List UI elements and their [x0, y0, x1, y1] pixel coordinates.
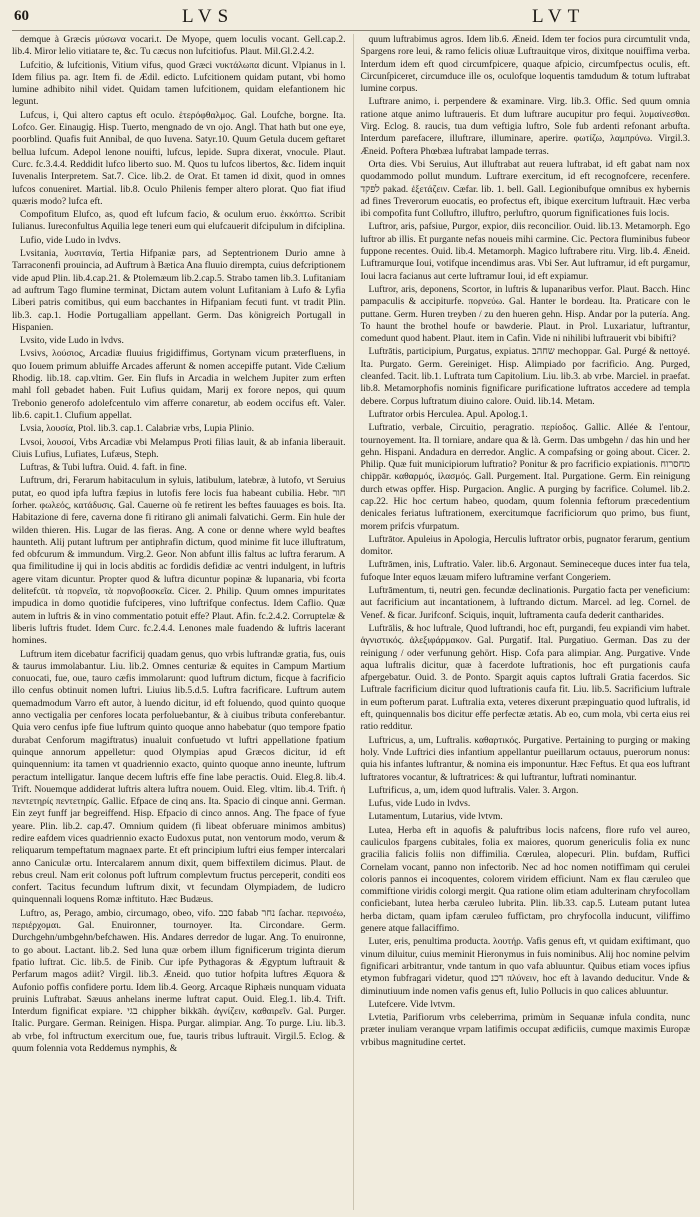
dictionary-entry: Lufus, vide Ludo in lvdvs. [368, 798, 471, 810]
dictionary-entry: Luftrāmen, inis, Luftratio. Valer. lib.6. Argonaut. Semineceque duces inter fua tela, fufoque Inter equos læuam mifero luftramine verfant Congeriem. [360, 559, 690, 583]
dictionary-entry: Luftricus, a, um, Luftralis. καθαρτικός. Purgative. Pertaining to purging or making holy. Vnde Luftrici dies infantium appellantur pueillarum octauus, puerorum nonus: quia his infantes luftrantur, & nomina eis imponuntur. Hæc Feftus. Et qua eos luftrant luftratores vocantur, & luftratrices: & qui luftrantur, luftrati nominantur. [360, 734, 690, 783]
dictionary-entry: Luftror, aris, deponens, Scortor, in luftris & lupanaribus verfor. Plaut. Bacch. Hinc pampaculis & accipiturfe. πορνεύω. Gal. Hanter le bordeau. Ita. Praticare con le puttane. Germ. Huren treyben / zu den hueren gehn. Hisp. Andar por la putería. Ang. To haunt the brothel houfe or bawderie. Plaut. in Prol. Luxariatur, luftrantur, comedunt quod habent. Plaut. item in Cafin. Vide ni nihilibi luftrauerit vbi bibifti? [360, 283, 690, 345]
text-columns [12, 34, 690, 1210]
dictionary-entry: Lutea, Herba eft in aquofis & paluftribus locis nafcens, flore rufo vel aureo, cauliculos fpargens cubitales, folia ex maiores, quorum genericulis folia ex nunc gracilia falicis foliis non diffimilia. Cœrulea, alopecuri. Plin. bufdam, Ruffici Cornelam vocant, panno non infectorib. Nec ad hoc nomen notiffimam qui cerulei coloris pannos ei incoquentes, colorem viridem efficiunt. Nam ex flau cæruleo que commiftione viridis colorgi mergit. Qua ratione olim etiam adulterinam chryfocollam conficiebant, lutea herba cæruleo lubrita. Plin. lib.33. cap.5. Luteam putant lutea herba dictam, quam ipfam cæruleo fuffictam, pro chryfocolla inducunt, viliffimo genere atque fallaciffimo. [360, 824, 690, 935]
dictionary-entry: Luftras, & Tubi luftra. Ouid. 4. faft. in fine. [20, 462, 187, 474]
dictionary-entry: Luftro, as, Perago, ambio, circumago, obeo, vifo. סבב fabab נחר ſachar. περινοέω, περιέρχομαι. Gal. Enuironner, tournoyer. Ita. Circondare. Germ. Durchgehn/umbgehn/befchawen. His. Andares derredor de lugar. Ang. To enuironne, to go about. Lactant. lib.2. Sed luna quæ orbem illum fignificerum triginta dierum fpatio luftrat. Cic. lib.5. de Finib. Cur ipfe Pythagoras & Ægyptum luftrauit & Perfarum magos adiit? Virgil. lib.3. Æneid. quo tutior hofpita luftres Æquora & Aufonio poffis confidere portu. Idem lib.4. Georg. Arcaque Riphæis nunquam viduata pruinis Luftrabat. Sæuus anhelans inerme luftrat caput. Ouid. Eleg.1. lib.4. Trift. Interdum fignificat expiare. בגי chippher bikkāh. ἀγνίζειν, καθαιρεῖν. Gal. Purger. Italic. Purgare. German. Reinigen. Hispa. Purgar. alimpiar. Ang. To purge. Liu. lib.3. ab vrbe, fol inftructum exercitum oue, fue, tauris tribus luftrauit. Virgil.5. Eclog. & quum folennia vota Reddemus nymphis, & [12, 907, 346, 1055]
left-column [12, 34, 345, 1210]
dictionary-entry: Luter, eris, penultima producta. λουτήρ. Vafis genus eft, vt quidam exiftimant, quo vinum diluitur, cuius meminit Hieronymus in fuis nominibus. Alij hoc nomine pelvim fignificari arbitrantur, vnde tantum in quo vafa abluuntur. Quibus etiam voces ipfius etymon fubfragari videtur, quod דכנ πλύνειν, hoc eft à lavando deducitur. Vnde & diminutiuum inde nomen vafis genus eft, Iulio Pollucis in quo calices abluuntur. [360, 936, 690, 997]
dictionary-entry: Luftrare animo, i. perpendere & examinare. Virg. lib.3. Offic. Sed quum omnia ratione atque animo luftraueris. Et dum luftrare aucupitur pro fequi. λυμαίνεσθαι. Virg. Eclog. 8. raucis, tua dum veftigia luftro, Sole fub ardenti refonant arbufta. Interdum parefacere, illuftrare, illuminare, aperire. φωτίζω, λαμπρύνω. Virgil.3. Æneid. Poftera Phœbæa luftrabat lampade terras. [360, 96, 690, 157]
dictionary-entry: Lutefcere. Vide lvtvm. [368, 998, 456, 1010]
dictionary-entry: Lvsivs, λούσιος, Arcadiæ fluuius frigidiffimus, Gortynam vicum præterfluens, in quo Iouem primum abluiffe Arcades afferunt & nomen accepiffe putant. Vide Cælium Rhodig. lib.18. cap.vltim. Ger. Ein flufs in Arcadia in welchem Jupiter zum erften mahl foll gebadet haben. Fuit Lufius quidam, Marij ex forore nepos, qui quum Trebonio generofo adolefcentulo vim afferre conaretur, ab eodem occifus eft. Valer. lib.6. capit.1. Clufium appellat. [12, 348, 346, 421]
running-head [12, 6, 690, 31]
dictionary-entry: Luftrātor. Apuleius in Apologia, Herculis luftrator orbis, pugnator ferarum, gentium domitor. [360, 533, 690, 558]
dictionary-entry: Lufcitio, & lufcitionis, Vitium vifus, quod Græci νυκτάλωπα dicunt. Vlpianus in l. Idem filius pa. agr. Item fi. de Ædil. edicto. Lufcitionem quidam putant, vbi homo lumine adhibito nihil videt. Quidam tamen lufcitionem, quidam elefantionem hic legunt. [12, 59, 346, 108]
dictionary-entry: demque à Græcis μύσωνα vocari.t. De Myope, quem loculis vocant. Gell.cap.2. lib.4. Miror lelio vitiatare te, &c. Tu cæcus non lufcitiofus. Plaut. Mil.Gl.2.4.2. [12, 34, 346, 58]
dictionary-entry: Luftrator orbis Herculea. Apul. Apolog.1. [368, 408, 528, 420]
running-head-left: LVS [182, 6, 235, 27]
dictionary-entry: Lvtetia, Parifiorum vrbs celeberrima, primùm in Sequanæ infula condita, nunc præter inuliam veranque vrpam latifimis occupat ædificiis, cumque maximis Europæ vrbibus magnitudine certet. [360, 1012, 690, 1048]
dictionary-entry: quum luftrabimus agros. Idem lib.6. Æneid. Idem ter focios pura circumtulit vnda, Spargens rore leui, & ramo felicis oliuæ Luftrauitque viros, dixitque nouiffima verba. Interdum idem eft quod circumfpicere, quaque afpicio, circumfpectus oculis, eft. Circunſpiceret, circumduce ille os, oculofque loquentis tamdudum & totum luftrabat lumine corpus. [360, 34, 690, 95]
dictionary-entry: Lvsitania, λυσιτανία, Tertia Hifpaniæ pars, ad Septentrionem Durio amne à Tarraconenfi prouincia, ad Auftrum à Bætica Ana fluuio dirempta, cuius defcriptionem vide apud Plin. lib.4.cap.21. & Ptolemæum lib.2.cap.5. Strabo tamen lib.3. Lufitaniam ad auftrum Tago flumine terminat, Dictam autem volunt Lufitaniam à Lufo & Lyfia Liberi patris comitibus, qui eum bacchantes in Hifpaniam fecuti funt. vt tradit Plin. lib.3. cap.1. Hodie Portugalliam appellant. Germ. Das königreich Portugall in Hispanien. [12, 248, 346, 333]
running-head-right: LVT [532, 6, 586, 27]
right-column [353, 34, 690, 1210]
dictionary-entry: Luftrāmentum, ti, neutri gen. fecundæ declinationis. Purgatio facta per veneficium: aut facrificium aut incantationem, à luftrando dictum. Marcel. ad leg. Cornel. de Venef. & ficar. Jurifconf. Sciquis, inquit, luftramenta caufa dederit cantharides. [360, 585, 690, 621]
dictionary-entry: Luftrālis, & hoc luftrale, Quod luftrandi, hoc eft, purgandi, feu expiandi vim habet. ἁγνιστικός. ἀλεξιφάρμακον. Gal. Purgatif. Ital. Purgatiuo. German. Das zu der reinigung / oder verfunung gehört. Hisp. Cofa para alimpiar. Ang. Purgative. Vnde aqua luftralis dicitur, quæ à facerdote luftrationis, hoc eft purgationis caufa afpergebatur. Ouid. 3. de Ponto. Spargit aquis captos luftrali Gratia facerdos. Sic Luftrale facrificium dicitur quod luftrationis caufa fit. Liu. lib.5. Sacrificium luftrale in eum pofterum parat. Luftralia exta, veteres dixerunt præpinguatio quod luftralis, id eft, quinquennalis bos dicitur effe perfectæ ætatis. Ab eo, cum mola, vbi certa eius rei ratio redditur. [360, 622, 690, 733]
dictionary-entry: Lvsia, λουσία, Ptol. lib.3. cap.1. Calabriæ vrbs, Lupia Plinio. [20, 423, 255, 435]
dictionary-entry: Lufio, vide Ludo in lvdvs. [20, 234, 121, 246]
dictionary-entry: Lutamentum, Lutarius, vide lvtvm. [368, 811, 503, 823]
dictionary-entry: Luftrātis, participium, Purgatus, expiatus. שחהב mechoppar. Gal. Purgé & nettoyé. Ita. Purgato. Germ. Gereiniget. Hisp. Alimpiado por facrificio. Ang. Purged, cleanfed. Tacit. lib.1. Luftrata tum Capitolium. Liu. lib.3. ab vrbe. Marciel. in praefat. lib.8. Metamorphofis nominis fignificare purificatione luftratos accedere ad templa debere. Corpus luftratum diuino calore. Ouid. lib.14. Metam. [360, 346, 690, 407]
dictionary-entry: Lvsoi, λουσοί, Vrbs Arcadiæ vbi Melampus Proti filias lauit, & ab infania liberauit. Ciuis Lufius, Lufiates, Lufæus, Steph. [12, 436, 346, 460]
dictionary-entry: Luftrum item dicebatur facrificij quadam genus, quo vrbis luftrandæ gratia, fus, ouis & taurus immolabantur. Liu. lib.2. Omnes centuriæ & equites in Campum Martium conuocati, fue, oue, tauro cæfis immolarunt: quod luftrum dictum, ficque à facrificio illo cenfus obtinuit nomen luftri. Liuius lib.5.d.5. Luftra facrificare. Luftrum autem quemadmodum Varro eft autor, à luendo dicitur, id eft foluendo, quod quinto quoque anno vectigalia per cenfores locata perfoluebantur, & à ciuibus tributa conferebantur. Quia vero cenfus ipfe fiue luftrum quinto quoque anno habebatur (quo tempore fpatio durabat Cenforum magiftratus) inualuit confuetudo vt luftri appellatione fpatium quinque annorum appelletur: quod Olympias apud Græcos dicitur, id eft quinquennium: ita tamen vt quadriennio exacto, quinto quoque anno ineunte, luftrum peractum intelligatur. Ianque decem luftris effe fine labe peractis. Ouid. Eleg.8. lib.4. Trift. Nouemque addiderat luftris altera luftra nouem. Ouid. Eleg. vltim. lib.4. Trift. ἡ πεντετηρίς πεντετηρίς. Gallic. Efpace de cinq ans. Ita. Spacio di cinque anni. German. Ein zeyt funff jar begreiffend. Hisp. Efpacio di cinco annos. Ang. The fpace of fyue yeare. Plin. lib.2. cap.47. Omnium quidem (fi libeat obferuare minimos ambitus) redire eafdem vices quadriennio exacto Eudoxus putat, non ventorum modo, verum & reliquarum tempeftatum magnaex parte. Et eft principium luftri eius femper intercalari anno Caniculæ ortu. Intercalarem annum dixit, quem biffextilem dicimus. Plaut. de rebus creul. Nam erit colonus poft luftrum complevtum fructus perceperit, conditi eos confert. Tacitus fecundum luftrum dixit, vt fecundam Olympiadem, de ludicro quinquennali loquens Romæ inftituto. Hæc Budæus. [12, 648, 346, 906]
page-number: 60 [14, 8, 29, 24]
dictionary-entry: Luftrificus, a, um, idem quod luftralis. Valer. 3. Argon. [368, 784, 579, 796]
dictionary-entry: Lufcus, i, Qui altero captus eft oculo. ἑτερόφθαλμος. Gal. Loufche, borgne. Ita. Lofco. Ger. Einaugig. Hisp. Tuerto, mengnado de vn ojo. Angl. That hath but one eye, poorblind. Quafis fuit Annibal, de quo Iuvena. Satyr.10. Quum Getula ducem geftaret bellua lufcum. Adepol lenone nouifti, lufcus, lepide. Supra dixerat, vnocule. Plaut. Curc. fc.3.4.4. Reddidit lufco liberto suo. M. Quos tu lufcos libertos, &c. Iidem inquit Iuvenalis Interpretem. Sat.7. Cice. lib.2. de Orat. Et tamen id dixit, quod in omnes lufcos conueniret. Martial. lib.8. Oculo Philenis femper altero plorat. Quo fiat ifiud quæris modo? lufca eft. [12, 109, 346, 207]
dictionary-entry: Lvsito, vide Ludo in lvdvs. [20, 335, 124, 347]
dictionary-entry: Luftrum, dri, Ferarum habitaculum in syluis, latibulum, latebræ, à lutofo, vt Seruius putat, eo quod ipfa luftra fæpius in lutofis fere locis fua habeant cubilia. Hebr. חור ſorher. φωλεός, κατάδυσις. Gal. Cauerne où fe retirent les beftes fauuages es bois. Ita. Habitazione di fere, caverna done fi ritirano gli animali falvatichi. Germ. Ein hule der wilden thieren. His. Lugar de las fieras. Ang. A cone or denne where wyld beaftes haunteth. Alij putant luftrum per antiphrafin dictum, quod minime fit luce illuftratum, fed obfcurum & immundum. Virg.2. Geor. Non abfunt illis faltus ac luftra ferarum. A qua fimilitudine ij qui in locis abditis ac fordidis defidiæ ac ventri indulgent, in luftris agere vitam dicuntur. Propter quod & luftra dicuntur popinæ & lupanaria, vbi fcorta delitefcūt. τὰ πορνεῖα, τὰ πορνοβοσκεῖα. Cicer. 2. Philip. Quum omnes impuritates impudica in domo quotidie fufciperes, vino luftrifque confectus. Idem Caflio. Quæ autem in luftris & in vino commentatio potuit effe? Plaut. Afin. fc.2.4.2. Corruptelæ & liberis luftris ftudet. Idem Curc. fc.2.4.4. Lenones male fuadendo & luftris lacerant homines. [12, 475, 346, 647]
dictionary-entry: Luftror, aris, pafsiue, Purgor, expior, diis reconcilior. Ouid. lib.13. Metamorph. Ego luftror ab illis. Et purgante nefas noueis mihi carmine. Cic. Pectora fluminibus fubeor fuppone recentes. Ouid. lib.4. Metamorph. Magico luftrabere ritu. Virg. lib.4. Æneid. Luftramurque Ioui, votifque incendimus aras. Vbi Ser. Aut luftramur, id eft purgamur, Ioui lacra facianus aut certe luftramur Ioui, id eft expiamur. [360, 221, 690, 282]
dictionary-entry: Luftratio, verbale, Circuitio, peragratio. περίοδος. Gallic. Allée & l'entour, tournoyement. Ita. Il torniare, andare qua & là. Germ. Das umbgehn / das hin und her gehn. Hispani. Andadura en derredor. Anglic. A compafsing or going about. Cicer. 2. Philip. Quæ fuit municipiorum luftratio? Ponitur & pro facrificio expiationis. מחסרוח chippār. καθαρμός, ἱλασμός. Gall. Purgement. Ital. Purgatione. Germ. Ein reinigung durch etwas opffer. Hisp. Purgacion. Anglic. A purging by facrifice. Columel. lib.2. cap.22. Hic hoc certum habeo, quodam, quum folennia feftorum præcedentium denicales feriatus luftrationem, exercitumque facrificiorum quo primo, bus fiunt, morem prifcis vfurpatum. [360, 422, 690, 532]
dictionary-entry: Compofitum Elufco, as, quod eft lufcum facio, & oculum eruo. ἐκκόπτω. Scribit Iulianus. Iureconfultus Aquilia lege teneri eum qui elufcauerit difcipulum in difciplina. [12, 209, 346, 233]
dictionary-entry: Orta dies. Vbi Seruius, Aut illuftrabat aut reuera luftrabat, id eft gabat nam nox quodammodo pollut mundum. Luftrare exercitum, id eft recognofcere, recenfere. לפקד pakad. ἐξετάζειν. Cæfar. lib. 1. bell. Gall. Legionibufque omnibus ex hybernis ad fines Treverorum euocatis, eo profectus eft, ibique exercitum luftrauit. Hæc verba ibi compofita funt Colluftro, illuftro, perluftro, quorum fignificationes fuis locis. [360, 158, 690, 220]
